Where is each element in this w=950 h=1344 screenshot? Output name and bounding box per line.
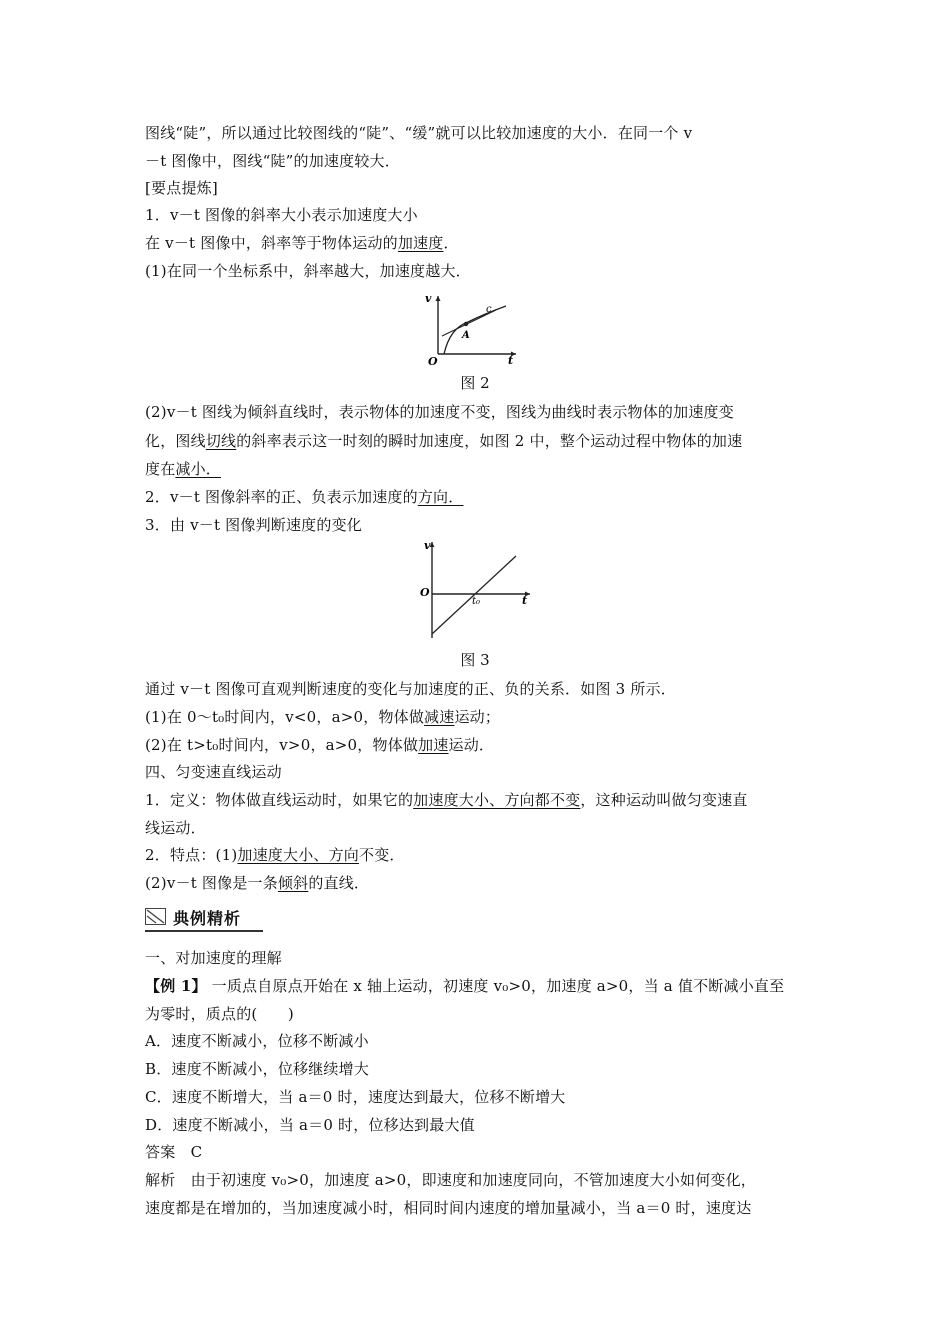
underlined-answer: 加速 [418,736,449,754]
text-span: 度在 [145,460,176,478]
text-line: (2)v－t 图线为倾斜直线时，表示物体的加速度不变，图线为曲线时表示物体的加速度变 [145,403,734,421]
text-line: 为零时，质点的( ) [145,1005,294,1023]
text-line: 3．由 v－t 图像判断速度的变化 [145,516,362,534]
t-axis-label: t [522,594,528,607]
text-line [145,976,815,996]
text-span: 化，图线 [145,432,206,450]
origin-label: O [428,355,438,366]
point-a-dot [464,322,468,326]
text-line: 通过 v－t 图像可直观判断速度的变化与加速度的正、负的关系．如图 3 所示． [145,680,676,698]
text-span: 2．特点：(1) [145,846,238,864]
text-line [145,487,815,507]
figure-2-caption: 图 2 [460,374,490,392]
option-a: A．速度不断减小，位移不断减小 [145,1032,369,1050]
text-span: 运动； [454,708,501,726]
figure-2-graph [420,288,520,366]
text-span: 1．定义：物体做直线运动时，如果它的 [145,791,414,809]
section-marker-icon [145,908,167,926]
option-d: D．速度不断减小，当 a＝0 时，位移达到最大值 [145,1116,475,1134]
text-line: 1．v－t 图像的斜率大小表示加速度大小 [145,206,418,224]
point-a-label: A [462,330,470,341]
example-label: 【例 1】 [145,977,207,995]
text-line [145,790,815,810]
option-b: B．速度不断减小，位移继续增大 [145,1060,370,1078]
text-line: (1)在同一个坐标系中，斜率越大，加速度越大． [145,262,471,280]
figure-3-caption: 图 3 [460,651,490,669]
section-header [145,906,241,928]
text-span: 2．v－t 图像斜率的正、负表示加速度的 [145,488,418,506]
section-heading: 四、匀变速直线运动 [145,763,282,781]
underlined-answer: 加速度 [397,234,444,252]
text-line: [要点提炼] [145,179,218,197]
text-line [145,873,815,893]
v-axis-label: v [425,292,432,305]
text-line: －t 图像中，图线“陡”的加速度较大． [145,152,400,170]
text-span: 在 v－t 图像中，斜率等于物体运动的 [145,234,398,252]
text-span: 运动． [448,736,495,754]
text-line [145,431,815,451]
v-axis-arrow [436,296,441,301]
section-divider [145,930,263,932]
curve-label: c [486,304,492,315]
section-title: 典例精析 [173,908,242,928]
text-line [145,735,815,755]
text-span: (2)在 t>t₀时间内，v>0，a>0，物体做 [145,736,419,754]
v-axis-label: v [424,539,431,552]
underlined-answer: 减小． [175,460,222,478]
text-span: ． [443,234,459,252]
text-span: 一质点自原点开始在 x 轴上运动，初速度 v₀>0，加速度 a>0，当 a 值不断减小直至 [206,977,785,995]
text-line: 图线“陡”，所以通过比较图线的“陡”、“缓”就可以比较加速度的大小．在同一个 v [145,124,693,142]
option-c: C．速度不断增大，当 a＝0 时，速度达到最大，位移不断增大 [145,1088,566,1106]
text-line: 一、对加速度的理解 [145,949,282,967]
figure-3-graph [418,538,534,640]
analysis-line: 速度都是在增加的，当加速度减小时，相同时间内速度的增加量减小，当 a＝0 时，速度达 [145,1199,752,1217]
answer-line: 答案 C [145,1143,203,1161]
text-line [145,233,815,253]
text-line [145,459,815,479]
text-span: 不变． [359,846,405,864]
underlined-answer: 减速 [424,708,455,726]
analysis-line: 解析 由于初速度 v₀>0，加速度 a>0，即速度和加速度同向，不管加速度大小如何变化， [145,1171,756,1189]
underlined-answer: 倾斜 [277,874,309,892]
text-line [145,707,815,727]
text-line: 线运动． [145,819,206,837]
underlined-answer: 方向． [417,488,464,506]
t0-label: t₀ [472,596,481,607]
t-axis-label: t [508,354,514,366]
underlined-answer: 加速度大小、方向都不变 [413,791,581,809]
text-span: (2)v－t 图像是一条 [145,874,278,892]
text-line [145,845,815,865]
text-span: 的直线． [308,874,370,892]
underlined-answer: 加速度大小、方向 [237,846,360,864]
origin-label: O [420,586,430,599]
velocity-line [432,556,516,634]
underlined-answer: 切线 [205,432,237,450]
text-span: 的斜率表示这一时刻的瞬时加速度，如图 2 中，整个运动过程中物体的加速 [236,432,743,450]
text-span: ，这种运动叫做匀变速直 [580,791,748,809]
text-span: (1)在 0～t₀时间内，v<0，a>0，物体做 [145,708,425,726]
